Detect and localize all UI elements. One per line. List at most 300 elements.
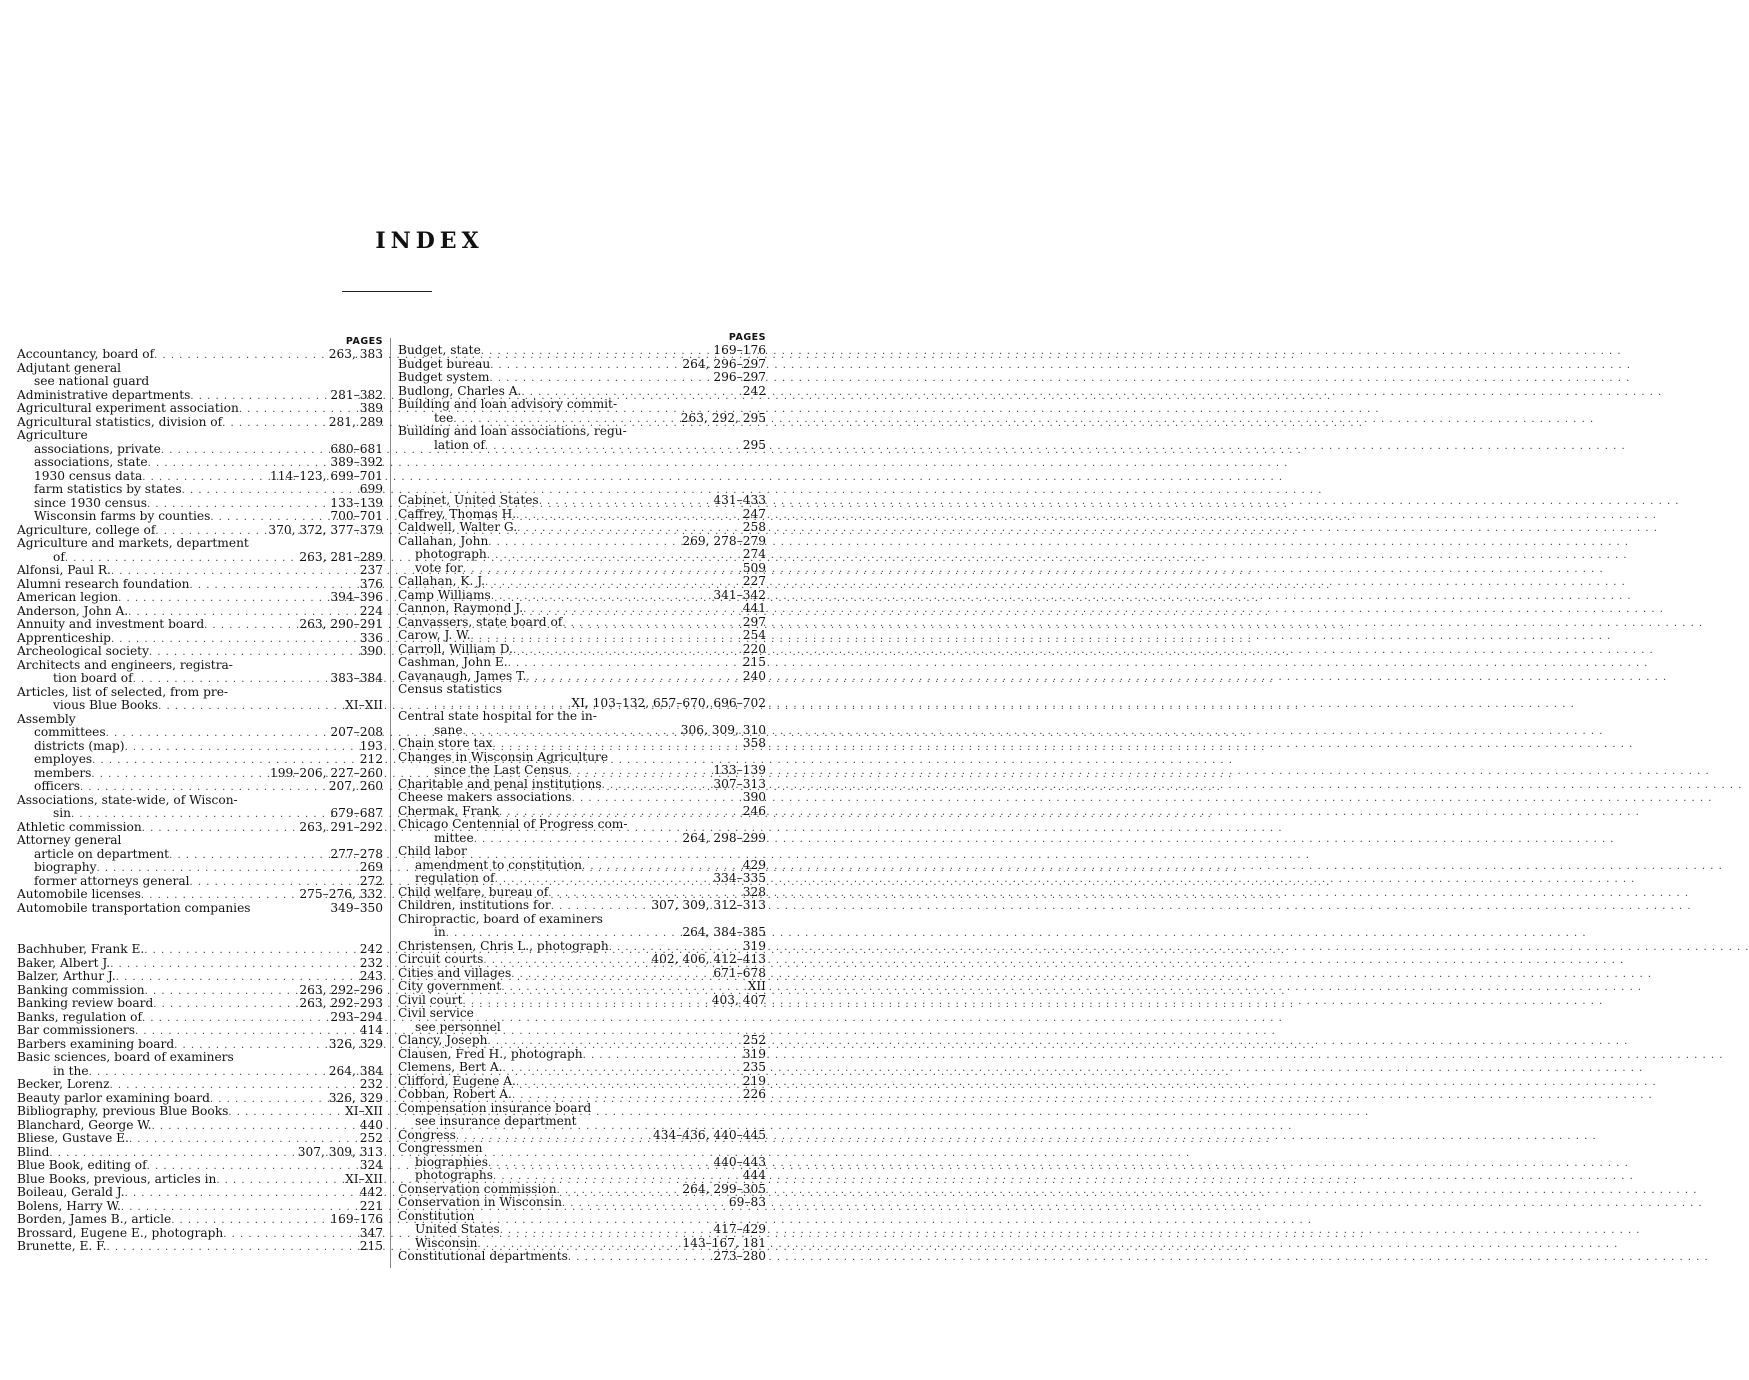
entry-pages: 429 xyxy=(742,857,766,872)
dot-leader xyxy=(487,549,740,563)
index-column-right xyxy=(398,332,766,1264)
dot-leader xyxy=(91,768,267,782)
dot-leader xyxy=(161,444,328,458)
entry-term: former attorneys general xyxy=(34,873,190,888)
entry-term: since the Last Census xyxy=(434,763,569,777)
index-entry xyxy=(398,425,766,439)
index-entry xyxy=(17,1119,383,1133)
entry-pages: 328 xyxy=(742,884,766,899)
entry-pages: 306, 309, 310 xyxy=(680,722,766,737)
index-entry xyxy=(398,1048,766,1062)
dot-leader xyxy=(526,671,739,685)
entry-term: Apprenticeship xyxy=(17,630,111,645)
entry-term: since 1930 census xyxy=(34,495,148,510)
entry-term: Carroll, William D. xyxy=(398,641,513,656)
entry-pages: 227 xyxy=(742,574,766,588)
index-entry xyxy=(398,1061,766,1075)
index-entry xyxy=(398,697,766,711)
entry-term: Cities and villages xyxy=(398,965,512,980)
dot-leader xyxy=(107,1241,357,1255)
entry-pages: 212 xyxy=(359,752,383,766)
index-entry xyxy=(17,591,383,605)
entry-term: Christensen, Chris L., photograph xyxy=(398,938,609,953)
entry-pages: 240 xyxy=(742,668,766,683)
entry-term: photographs xyxy=(415,1168,494,1182)
entry-term: in xyxy=(434,925,446,939)
dot-leader xyxy=(503,1062,740,1076)
index-entry xyxy=(398,670,766,684)
entry-term: Child labor xyxy=(398,844,467,858)
dot-leader xyxy=(463,563,740,577)
entry-pages: 275–276, 332 xyxy=(299,887,383,901)
entry-pages: XI–XII xyxy=(345,1104,383,1118)
entry-pages: 232 xyxy=(359,1077,383,1091)
entry-term: Cabinet, United States xyxy=(398,493,539,507)
index-entry xyxy=(17,402,383,416)
entry-pages: 264, 298–299 xyxy=(682,830,766,845)
entry-term: Barbers examining board xyxy=(17,1036,175,1051)
dot-leader xyxy=(508,657,740,671)
dot-leader xyxy=(488,536,679,550)
entry-pages: 370, 372, 377–379 xyxy=(268,522,383,537)
entry-term: Architects and engineers, registra- xyxy=(17,657,233,672)
entry-term: Basic sciences, board of examiners xyxy=(17,1050,234,1064)
entry-term: Children, institutions for xyxy=(398,898,551,912)
entry-term: Conservation commission xyxy=(398,1181,557,1196)
index-entry xyxy=(17,1146,383,1160)
entry-pages: 281, 289 xyxy=(328,414,383,429)
entry-pages: 434–436, 440–445 xyxy=(653,1127,766,1142)
index-entry xyxy=(398,385,766,399)
entry-pages: 273–280 xyxy=(713,1249,766,1263)
dot-leader xyxy=(110,958,357,972)
dot-leader xyxy=(602,779,711,793)
entry-pages: 509 xyxy=(742,560,766,575)
entry-term: Carow, J. W. xyxy=(398,628,471,642)
entry-pages: 242 xyxy=(742,383,766,398)
index-entry xyxy=(398,1237,766,1251)
index-entry xyxy=(17,794,383,808)
entry-pages: 383–384 xyxy=(330,671,383,685)
entry-term: farm statistics by states xyxy=(34,482,182,496)
index-entry xyxy=(398,521,766,535)
entry-term: Articles, list of selected, from pre- xyxy=(17,684,229,699)
entry-term: Bar commissioners xyxy=(17,1023,135,1037)
dot-leader xyxy=(125,1187,357,1201)
entry-pages: 193 xyxy=(359,738,383,753)
entry-term: Census statistics xyxy=(398,682,502,696)
dot-leader xyxy=(557,1184,680,1198)
entry-pages: 169–176 xyxy=(713,343,766,357)
entry-pages: 272 xyxy=(359,873,383,888)
section-gap xyxy=(17,929,383,943)
entry-pages: 243 xyxy=(359,969,383,983)
entry-pages: 390 xyxy=(359,644,383,658)
index-entry xyxy=(398,953,766,967)
index-entry xyxy=(17,537,383,551)
dot-leader xyxy=(516,509,740,523)
entry-term: in the xyxy=(53,1063,89,1078)
entry-pages: 444 xyxy=(742,1168,766,1182)
index-entry xyxy=(17,659,383,673)
entry-pages: XII xyxy=(747,979,766,993)
index-entry xyxy=(17,1024,383,1038)
entry-pages: 326, 329 xyxy=(328,1036,383,1051)
entry-term: Agriculture, college of xyxy=(17,522,156,537)
dot-leader xyxy=(169,849,327,863)
entry-pages: 349–350 xyxy=(330,900,383,915)
index-entry xyxy=(17,443,383,457)
entry-term: Baker, Albert J. xyxy=(17,955,111,970)
index-entry xyxy=(17,362,383,376)
dot-leader xyxy=(485,576,740,590)
entry-term: Budlong, Charles A. xyxy=(398,383,522,398)
entry-term: Adjutant general xyxy=(17,360,122,375)
entry-pages: 295 xyxy=(742,437,766,452)
entry-term: Boileau, Gerald J. xyxy=(17,1185,125,1199)
entry-pages: 215 xyxy=(359,1239,383,1253)
dot-leader xyxy=(562,617,739,631)
index-entry xyxy=(398,818,766,832)
index-entry xyxy=(17,780,383,794)
entry-term: Athletic commission xyxy=(17,819,142,834)
index-entry xyxy=(398,1210,766,1224)
entry-term: Canvassers, state board of xyxy=(398,614,563,629)
index-entry xyxy=(17,807,383,821)
entry-term: Circuit courts xyxy=(398,952,484,966)
entry-pages: 700–701 xyxy=(330,509,383,523)
entry-pages: 207, 260 xyxy=(328,779,383,793)
entry-term: Civil service xyxy=(398,1006,474,1020)
index-entry xyxy=(17,1132,383,1146)
entry-term: Blue Book, editing of xyxy=(17,1158,147,1172)
entry-pages: 390 xyxy=(742,790,766,804)
entry-pages: 440–443 xyxy=(713,1154,766,1169)
dot-leader xyxy=(572,792,740,806)
entry-term: Annuity and investment board xyxy=(17,617,205,631)
entry-pages: 114–123, 699–701 xyxy=(270,468,383,483)
entry-pages: 242 xyxy=(359,942,383,956)
entry-term: Conservation in Wisconsin xyxy=(398,1195,562,1209)
entry-pages: 252 xyxy=(742,1033,766,1047)
entry-pages: 307–313 xyxy=(713,776,766,791)
index-entry xyxy=(17,429,383,443)
entry-pages: 281–382 xyxy=(330,387,383,402)
entry-term: Camp Williams xyxy=(398,587,491,602)
entry-term: vote for xyxy=(415,560,463,575)
index-entry xyxy=(398,535,766,549)
dot-leader xyxy=(500,1224,711,1238)
entry-pages: 326, 329 xyxy=(328,1090,383,1105)
entry-term: Building and loan advisory commit- xyxy=(398,397,618,411)
index-entry xyxy=(17,1240,383,1254)
dot-leader xyxy=(513,644,740,658)
entry-pages: 274 xyxy=(742,547,766,561)
index-entry xyxy=(398,737,766,751)
dot-leader xyxy=(490,359,679,373)
index-entry xyxy=(17,848,383,862)
entry-term: vious Blue Books xyxy=(53,698,159,712)
entry-term: Chain store tax xyxy=(398,736,493,750)
section-gap xyxy=(398,480,766,494)
index-entry xyxy=(398,1183,766,1197)
entry-term: Archeological society xyxy=(17,644,149,658)
entry-pages: 440 xyxy=(359,1117,383,1132)
entry-term: Wisconsin xyxy=(415,1235,478,1250)
index-entry xyxy=(398,1021,766,1035)
entry-term: see national guard xyxy=(34,374,150,388)
entry-term: Automobile licenses xyxy=(17,887,141,901)
dot-leader xyxy=(228,1106,342,1120)
index-entry xyxy=(17,767,383,781)
entry-term: Automobile transportation companies xyxy=(17,900,251,915)
entry-term: Clancy, Joseph xyxy=(398,1033,488,1047)
index-entry xyxy=(398,508,766,522)
dot-leader xyxy=(158,700,342,714)
dot-leader xyxy=(511,968,710,982)
entry-term: amendment to constitution xyxy=(415,857,582,872)
entry-pages: 143–167, 181 xyxy=(682,1235,766,1250)
index-entry xyxy=(17,888,383,902)
entry-pages: XI–XII xyxy=(345,1171,383,1186)
entry-term: Cannon, Raymond J. xyxy=(398,601,524,615)
entry-term: Callahan, K. J. xyxy=(398,574,486,588)
entry-pages: 254 xyxy=(742,628,766,642)
entry-term: Agricultural statistics, division of xyxy=(17,414,223,429)
dot-leader xyxy=(488,1157,710,1171)
dot-leader xyxy=(481,345,711,359)
index-entry xyxy=(398,1156,766,1170)
entry-pages: 232 xyxy=(359,955,383,970)
entry-term: Congress xyxy=(398,1127,456,1142)
entry-pages: 319 xyxy=(742,1046,766,1061)
index-entry xyxy=(398,926,766,940)
dot-leader xyxy=(144,944,356,958)
entry-term: Banking commission xyxy=(17,982,145,997)
entry-pages: 199–206, 227–260 xyxy=(270,765,383,780)
entry-term: associations, state xyxy=(34,455,148,469)
index-entry xyxy=(17,348,383,362)
entry-term: districts (map) xyxy=(34,738,125,753)
index-entry xyxy=(17,970,383,984)
entry-term: Callahan, John xyxy=(398,533,489,548)
index-entry xyxy=(17,483,383,497)
entry-term: mittee xyxy=(434,830,474,845)
entry-pages: 680–681 xyxy=(330,441,383,456)
entry-pages: 297 xyxy=(742,614,766,629)
index-entry xyxy=(17,1200,383,1214)
entry-term: Blanchard, George W. xyxy=(17,1117,152,1132)
entry-term: Chiropractic, board of examiners xyxy=(398,911,603,926)
dot-leader xyxy=(152,1120,357,1134)
dot-leader xyxy=(456,1130,650,1144)
entry-term: Becker, Lorenz xyxy=(17,1077,110,1091)
entry-term: Accountancy, board of xyxy=(17,347,155,361)
entry-pages: 441 xyxy=(742,601,766,615)
entry-pages: 336 xyxy=(359,630,383,645)
index-entry xyxy=(398,602,766,616)
entry-term: Alumni research foundation xyxy=(17,576,190,591)
entry-term: Beauty parlor examining board xyxy=(17,1090,210,1105)
entry-term: Blue Books, previous, articles in xyxy=(17,1171,217,1186)
index-entry xyxy=(398,656,766,670)
entry-pages: 442 xyxy=(359,1185,383,1199)
entry-pages: 671–678 xyxy=(713,965,766,980)
entry-term: Associations, state-wide, of Wiscon- xyxy=(17,792,238,807)
index-entry xyxy=(398,764,766,778)
entry-pages: 414 xyxy=(359,1023,383,1037)
entry-pages: 263, 290–291 xyxy=(299,617,383,631)
entry-pages: XI–XII xyxy=(345,698,383,712)
entry-term: lation of xyxy=(434,437,485,452)
dot-leader xyxy=(223,1228,356,1242)
index-entry xyxy=(17,943,383,957)
entry-pages: 341–342 xyxy=(713,587,766,602)
entry-pages: 215 xyxy=(742,655,766,669)
entry-term: associations, private xyxy=(34,441,161,456)
entry-pages: 224 xyxy=(359,603,383,618)
entry-term: article on department xyxy=(34,846,170,861)
index-entry xyxy=(398,1034,766,1048)
entry-pages: 263, 281–289 xyxy=(299,549,383,564)
index-entry xyxy=(17,578,383,592)
entry-term: Agriculture xyxy=(17,428,88,442)
index-entry xyxy=(398,778,766,792)
index-entry xyxy=(17,753,383,767)
entry-term: tion board of xyxy=(53,671,133,685)
entry-pages: 431–433 xyxy=(713,493,766,507)
index-entry xyxy=(17,1105,383,1119)
entry-term: Clemens, Bert A. xyxy=(398,1060,503,1074)
dot-leader xyxy=(145,985,297,999)
index-entry xyxy=(398,358,766,372)
index-entry xyxy=(17,1011,383,1025)
index-entry xyxy=(398,994,766,1008)
index-entry xyxy=(398,1115,766,1129)
dot-leader xyxy=(204,619,296,633)
index-entry xyxy=(398,1075,766,1089)
index-entry xyxy=(398,562,766,576)
entry-term: Banking review board xyxy=(17,996,154,1010)
index-entry xyxy=(398,412,766,426)
index-entry xyxy=(17,1186,383,1200)
index-entry xyxy=(398,832,766,846)
entry-term: Civil court xyxy=(398,992,463,1007)
entry-term: Child welfare, bureau of xyxy=(398,884,549,899)
entry-term: employes xyxy=(34,752,93,766)
entry-term: Charitable and penal institutions xyxy=(398,776,602,791)
index-entry xyxy=(17,821,383,835)
entry-term: Budget bureau xyxy=(398,356,491,371)
dot-leader xyxy=(463,995,709,1009)
entry-term: see insurance department xyxy=(415,1114,577,1128)
entry-pages: 133–139 xyxy=(713,763,766,777)
index-entry xyxy=(398,940,766,954)
dot-leader xyxy=(485,440,740,454)
index-entry xyxy=(17,1227,383,1241)
entry-term: Caffrey, Thomas H. xyxy=(398,506,517,521)
entry-term: Clausen, Fred H., photograph xyxy=(398,1046,583,1061)
entry-term: members xyxy=(34,765,92,780)
entry-pages: 402, 406, 412–413 xyxy=(651,952,766,966)
entry-pages: 293–294 xyxy=(330,1009,383,1024)
index-entry xyxy=(17,497,383,511)
dot-leader xyxy=(516,1076,740,1090)
index-entry xyxy=(398,344,766,358)
index-entry xyxy=(398,751,766,765)
index-entry xyxy=(398,872,766,886)
index-entry xyxy=(17,1173,383,1187)
entry-pages: 263, 292–296 xyxy=(299,982,383,997)
index-entry xyxy=(398,371,766,385)
index-entry xyxy=(17,1078,383,1092)
entry-pages: 264, 384 xyxy=(328,1063,383,1078)
entry-term: Alfonsi, Paul R. xyxy=(17,563,111,577)
section-gap xyxy=(398,452,766,466)
index-entry xyxy=(17,551,383,565)
index-entry xyxy=(398,1088,766,1102)
dot-leader xyxy=(568,1251,710,1265)
entry-term: Central state hospital for the in- xyxy=(398,709,597,723)
entry-pages: 169–176 xyxy=(330,1212,383,1226)
index-entry xyxy=(17,1213,383,1227)
dot-leader xyxy=(539,495,711,509)
entry-term: sin xyxy=(53,806,72,820)
entry-pages: 226 xyxy=(742,1087,766,1101)
entry-pages: 389 xyxy=(359,401,383,415)
entry-term: Agriculture and markets, department xyxy=(17,536,249,550)
entry-pages: 277–278 xyxy=(330,846,383,861)
dot-leader xyxy=(216,1174,342,1188)
entry-term: Borden, James B., article xyxy=(17,1212,172,1226)
index-entry xyxy=(398,616,766,630)
index-entry xyxy=(398,439,766,453)
entry-pages: 376 xyxy=(359,576,383,591)
entry-pages: 247 xyxy=(742,506,766,521)
dot-leader xyxy=(106,727,328,741)
entry-pages: 358 xyxy=(742,736,766,750)
index-entry xyxy=(398,1169,766,1183)
index-entry xyxy=(398,1142,766,1156)
entry-term: Bolens, Harry W. xyxy=(17,1198,121,1213)
entry-term: Cobban, Robert A. xyxy=(398,1087,512,1101)
entry-term: Brossard, Eugene E., photograph xyxy=(17,1225,224,1240)
entry-term: Compensation insurance board xyxy=(398,1100,592,1115)
entry-term: Cavanaugh, James T. xyxy=(398,668,527,683)
entry-pages: 699 xyxy=(359,482,383,496)
entry-pages: 319 xyxy=(742,938,766,953)
index-entry xyxy=(17,997,383,1011)
index-entry xyxy=(398,575,766,589)
index-entry xyxy=(398,398,766,412)
entry-pages: 394–396 xyxy=(330,590,383,604)
index-entry xyxy=(17,861,383,875)
entry-term: Bliese, Gustave E. xyxy=(17,1131,129,1145)
dot-leader xyxy=(463,725,678,739)
entry-pages: 237 xyxy=(359,563,383,577)
entry-pages: 263, 292–293 xyxy=(299,996,383,1010)
entry-term: Agricultural experiment association xyxy=(17,401,239,415)
index-entry xyxy=(17,740,383,754)
index-entry xyxy=(17,416,383,430)
pages-heading-right: PAGES xyxy=(728,332,766,343)
entry-term: Banks, regulation of xyxy=(17,1009,143,1024)
entry-term: Brunette, E. F. xyxy=(17,1239,107,1253)
entry-pages: 334–335 xyxy=(713,871,766,885)
index-entry xyxy=(398,1196,766,1210)
index-entry xyxy=(17,957,383,971)
entry-pages: 296–297 xyxy=(713,370,766,384)
